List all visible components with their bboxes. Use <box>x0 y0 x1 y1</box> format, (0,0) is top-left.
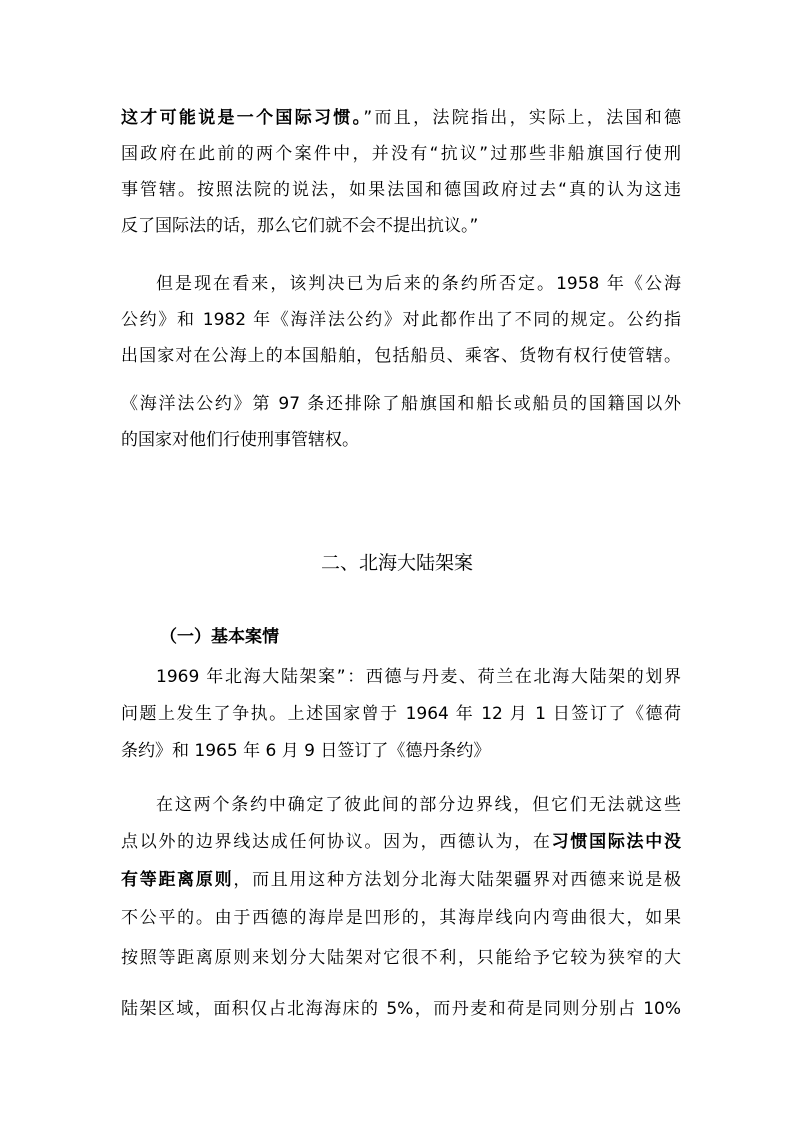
paragraph-2-line-4: 《海洋法公约》第 97 条还排除了船旗国和船长或船员的国籍国以外 <box>121 394 681 414</box>
text-span: ”而且，法院指出，实际上，法国和德 <box>363 108 682 128</box>
paragraph-1-line-4: 反了国际法的话，那么它们就不会不提出抗议。” <box>121 216 479 236</box>
paragraph-3-line-3: 条约》和 1965 年 6 月 9 日签订了《德丹条约》 <box>121 741 491 761</box>
paragraph-3-line-1: 1969 年北海大陆架案”：西德与丹麦、荷兰在北海大陆架的划界 <box>156 667 681 687</box>
paragraph-2-line-5: 的国家对他们行使刑事管辖权。 <box>121 430 359 450</box>
bold-term-text: 习惯国际法中没 <box>551 832 682 852</box>
text-span: ，而且用这种方法划分北海大陆架疆界对西德来说是极 <box>233 870 682 890</box>
paragraph-4-line-5: 按照等距离原则来划分大陆架对它很不利，只能给予它较为狭窄的大 <box>121 948 681 968</box>
paragraph-1-line-1 <box>121 106 681 130</box>
section-title: 二、北海大陆架案 <box>320 552 473 574</box>
paragraph-4-line-6: 陆架区域，面积仅占北海海床的 5%，而丹麦和荷是同则分别占 10% <box>121 999 681 1019</box>
paragraph-2-line-1: 但是现在看来，该判决已为后来的条约所否定。1958 年《公海 <box>156 274 681 294</box>
paragraph-2-line-3: 出国家对在公海上的本国船舶，包括船员、乘客、货物有权行使管辖。 <box>121 346 681 366</box>
paragraph-1-line-2: 国政府在此前的两个案件中，并没有“抗议”过那些非船旗国行使刑 <box>121 144 681 164</box>
paragraph-4-line-4: 不公平的。由于西德的海岸是凹形的，其海岸线向内弯曲很大，如果 <box>121 908 681 928</box>
paragraph-4-line-2 <box>121 830 681 854</box>
bold-quote-text: 这才可能说是一个国际习惯。 <box>121 108 364 128</box>
bold-term-text: 有等距离原则 <box>121 870 234 890</box>
paragraph-1-line-3: 事管辖。按照法院的说法，如果法国和德国政府过去“真的认为这违 <box>121 180 681 200</box>
paragraph-4-line-3 <box>121 868 681 892</box>
paragraph-4-line-1: 在这两个条约中确定了彼此间的部分边界线，但它们无法就这些 <box>156 795 681 815</box>
subsection-title: （一）基本案情 <box>160 627 279 647</box>
paragraph-3-line-2: 问题上发生了争执。上述国家曾于 1964 年 12 月 1 日签订了《德荷 <box>121 704 681 724</box>
text-span: 点以外的边界线达成任何协议。因为，西德认为，在 <box>121 832 552 852</box>
paragraph-2-line-2: 公约》和 1982 年《海洋法公约》对此都作出了不同的规定。公约指 <box>121 310 681 330</box>
